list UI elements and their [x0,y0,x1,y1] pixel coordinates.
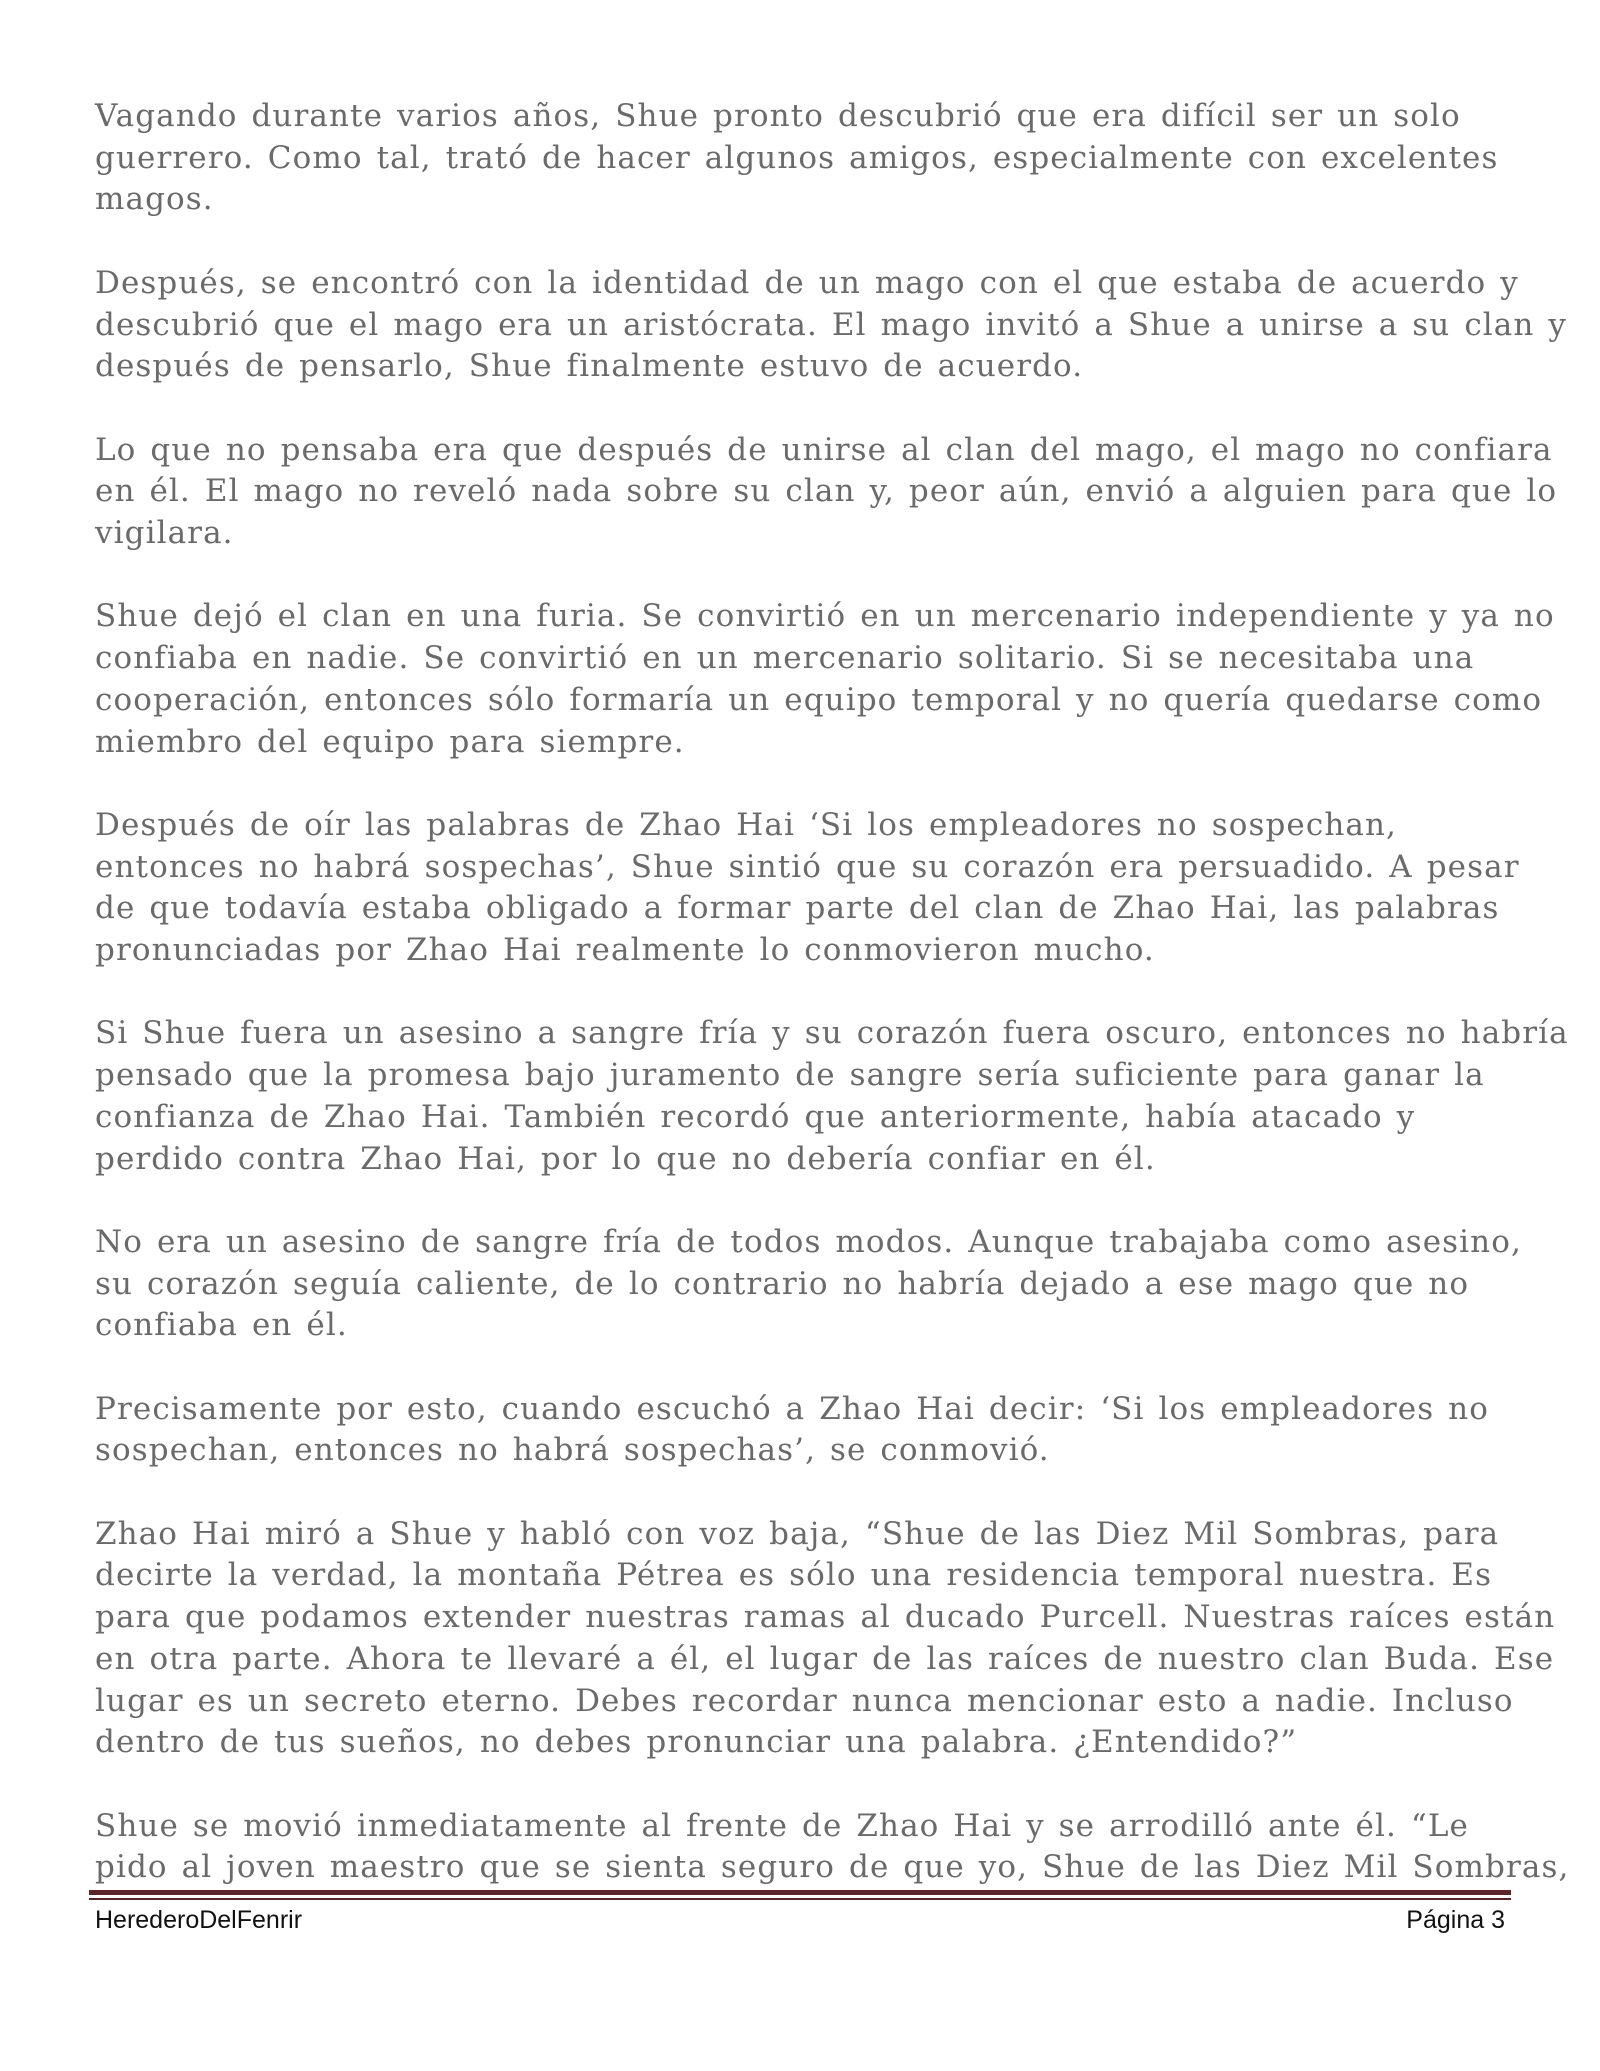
text-line: Vagando durante varios años, Shue pronto descubrió que era difícil ser un solo [95,98,1461,134]
footer-page-number: Página 3 [1406,1906,1505,1934]
text-line: en otra parte. Ahora te llevaré a él, el lugar de las raíces de nuestro clan Buda. Ese [95,1640,1555,1677]
text-line: pensado que la promesa bajo juramento de sangre sería suficiente para ganar la [95,1057,1485,1094]
text-line: decirte la verdad, la montaña Pétrea es sólo una residencia temporal nuestra. Es [95,1557,1493,1594]
text-line: después de pensarlo, Shue finalmente estuvo de acuerdo. [95,348,1084,385]
text-line: Shue se movió inmediatamente al frente de Zhao Hai y se arrodilló ante él. “Le [95,1807,1470,1844]
text-line: Después de oír las palabras de Zhao Hai ‘Si los empleadores no sospechan, [95,806,1397,843]
text-line: para que podamos extender nuestras ramas al ducado Purcell. Nuestras raíces están [95,1599,1556,1636]
text-line: Zhao Hai miró a Shue y habló con voz baja, “Shue de las Diez Mil Sombras, para [95,1515,1500,1552]
text-line: descubrió que el mago era un aristócrata. El mago invitó a Shue a unirse a su clan y [95,306,1568,343]
paragraph [95,1806,1570,1889]
text-line: perdido contra Zhao Hai, por lo que no debería confiar en él. [95,1140,1156,1177]
footer-rule [89,1890,1511,1900]
text-line: pido al joven maestro que se sienta seguro de que yo, Shue de las Diez Mil Sombras, [95,1849,1570,1886]
text-line: sospechan, entonces no habrá sospechas’, se conmovió. [95,1432,1050,1469]
text-line: magos. [95,181,214,218]
text-line: cooperación, entonces sólo formaría un equipo temporal y no quería quedarse como [95,681,1543,718]
paragraph [95,1389,1515,1472]
paragraph [95,1222,1522,1347]
text-line: dentro de tus sueños, no debes pronunciar una palabra. ¿Entendido?” [95,1724,1298,1761]
text-line: su corazón seguía caliente, de lo contrario no habría dejado a ese mago que no [95,1265,1470,1302]
text-line: Después, se encontró con la identidad de un mago con el que estaba de acuerdo y [95,264,1519,301]
text-line: confiaba en él. [95,1307,348,1344]
text-line: pronunciadas por Zhao Hai realmente lo conmovieron mucho. [95,932,1155,968]
text-line: lugar es un secreto eterno. Debes recordar nunca mencionar esto a nadie. Incluso [95,1682,1514,1719]
text-line: guerrero. Como tal, trató de hacer algunos amigos, especialmente con excelentes [95,139,1499,176]
text-line: miembro del equipo para siempre. [95,723,685,760]
text-line: confianza de Zhao Hai. También recordó que anteriormente, había atacado y [95,1098,1416,1135]
body-text [95,96,1570,1931]
text-line: Si Shue fuera un asesino a sangre fría y su corazón fuera oscuro, entonces no habría [95,1015,1569,1052]
text-line: de que todavía estaba obligado a formar parte del clan de Zhao Hai, las palabras [95,890,1500,927]
paragraph [95,263,1568,388]
text-line: Precisamente por esto, cuando escuchó a Zhao Hai decir: ‘Si los empleadores no [95,1390,1489,1427]
paragraph [95,596,1555,763]
footer-author: HerederoDelFenrir [95,1906,303,1934]
text-line: vigilara. [95,515,234,551]
text-line: en él. El mago no reveló nada sobre su clan y, peor aún, envió a alguien para que lo [95,473,1558,510]
paragraph [95,1013,1569,1180]
text-line: entonces no habrá sospechas’, Shue sintió que su corazón era persuadido. A pesar [95,848,1520,885]
text-line: No era un asesino de sangre fría de todos modos. Aunque trabajaba como asesino, [95,1223,1522,1260]
paragraph [95,96,1515,221]
paragraph [95,805,1520,972]
paragraph [95,430,1558,555]
text-line: Lo que no pensaba era que después de unirse al clan del mago, el mago no confiara [95,431,1553,468]
text-line: confiaba en nadie. Se convirtió en un mercenario solitario. Si se necesitaba una [95,640,1475,677]
text-line: Shue dejó el clan en una furia. Se convirtió en un mercenario independiente y ya no [95,598,1555,635]
paragraph [95,1514,1556,1764]
